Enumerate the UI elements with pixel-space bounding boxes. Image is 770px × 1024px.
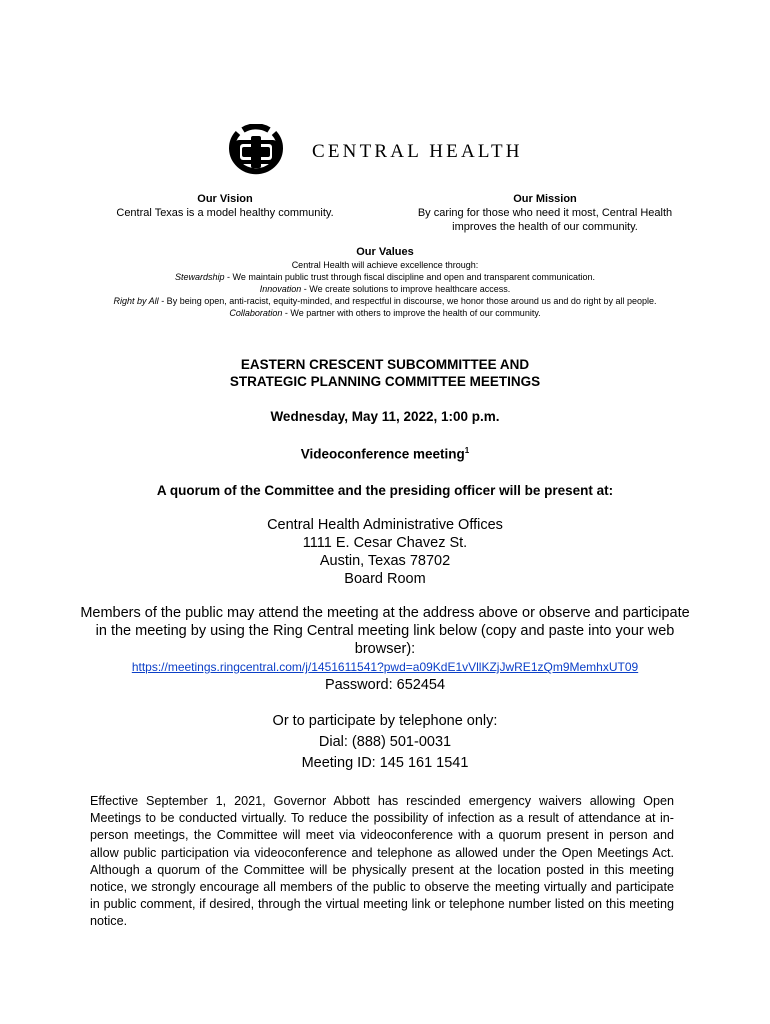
phone-intro: Or to participate by telephone only: <box>272 713 498 729</box>
vision-block <box>100 192 350 220</box>
meeting-link[interactable]: https://meetings.ringcentral.com/j/1451611541?pwd=a09KdE1vVllKZjJwRE1zQm9MemhxUT09 <box>131 660 639 674</box>
meeting-id: Meeting ID: 145 161 1541 <box>301 755 469 771</box>
public-text: Members of the public may attend the meeting at the address above or observe and participate in the meeting by using the Ring Central meeting link below (copy and paste into your web browser): <box>80 605 690 657</box>
value-item: Collaboration - We partner with others to improve the health of our community. <box>229 308 541 318</box>
meeting-title: EASTERN CRESCENT SUBCOMMITTEE AND STRATEGIC PLANNING COMMITTEE MEETINGS <box>229 357 541 389</box>
mission-text-line1: By caring for those who need it most, Central Health <box>417 207 673 219</box>
value-item: Stewardship - We maintain public trust through fiscal discipline and open and transparent communication. <box>174 272 596 282</box>
meeting-address <box>100 516 670 588</box>
values-title: Our Values <box>356 246 414 258</box>
address-line: 1111 E. Cesar Chavez St. <box>302 535 468 551</box>
values-block <box>40 245 730 319</box>
mission-title: Our Mission <box>513 193 577 205</box>
central-health-logo-icon <box>226 124 286 180</box>
brand-name: CENTRAL HEALTH <box>312 141 523 162</box>
vision-title: Our Vision <box>197 193 253 205</box>
address-line: Board Room <box>344 571 426 587</box>
meeting-datetime: Wednesday, May 11, 2022, 1:00 p.m. <box>270 409 500 424</box>
public-participation <box>80 604 690 694</box>
phone-participation <box>100 711 670 774</box>
address-line: Austin, Texas 78702 <box>319 553 451 569</box>
footnote-mark: 1 <box>464 446 470 455</box>
vision-text: Central Texas is a model healthy community. <box>116 207 334 219</box>
dial-number: Dial: (888) 501-0031 <box>318 734 452 750</box>
meeting-password: Password: 652454 <box>324 677 446 693</box>
mission-block <box>400 192 690 234</box>
meeting-type: Videoconference meeting$^1$ <box>300 446 470 462</box>
address-line: Central Health Administrative Offices <box>267 517 503 533</box>
value-item: Right by All - By being open, anti-racist, equity-minded, and respectful in discourse, we honor those around us and do right by all people. <box>113 296 657 306</box>
value-item: Innovation - We create solutions to improve healthcare access. <box>259 284 511 294</box>
notice-paragraph: Effective September 1, 2021, Governor Abbott has rescinded emergency waivers allowing Open Meetings to be conducted virtually. To reduce the possibility of infection as a result of attendance at in-person meetings, the Committee will meet via videoconference with a quorum present in person and allow public participation via videoconference and telephone as allowed under the Open Meetings Act. Although a quorum of the Committee will be physically present at the location posted in this meeting notice, we strongly encourage all members of the public to observe the meeting virtually and participate in public comment, if desired, through the virtual meeting link or telephone number listed on this meeting notice. <box>90 794 674 929</box>
values-intro: Central Health will achieve excellence through: <box>291 260 479 270</box>
quorum-statement: A quorum of the Committee and the presiding officer will be present at: <box>156 483 614 498</box>
mission-text-line2: improves the health of our community. <box>452 221 638 233</box>
